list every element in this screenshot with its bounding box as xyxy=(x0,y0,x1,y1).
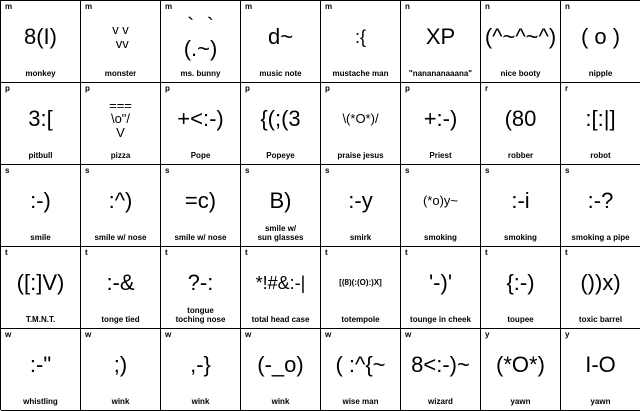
index-letter: p xyxy=(405,84,410,93)
emoticon-label: whistling xyxy=(23,396,58,406)
index-letter: w xyxy=(85,330,92,339)
emoticon-label: wink xyxy=(111,396,130,406)
emoticon-cell xyxy=(321,83,401,165)
emoticon-text: :-" xyxy=(29,352,52,378)
index-letter: w xyxy=(405,330,412,339)
emoticon-label: smoking xyxy=(424,232,457,242)
index-letter: w xyxy=(5,330,12,339)
emoticon-text: I-O xyxy=(585,352,616,378)
index-letter: w xyxy=(165,330,172,339)
emoticon-text: (80 xyxy=(504,106,537,132)
emoticon-text: (-_o) xyxy=(257,352,304,378)
emoticon-cell xyxy=(161,165,241,247)
index-letter: s xyxy=(485,166,490,175)
index-letter: m xyxy=(5,2,13,11)
emoticon-cell xyxy=(241,83,321,165)
emoticon-label: praise jesus xyxy=(337,150,384,160)
emoticon-text: :{ xyxy=(354,26,366,47)
index-letter: p xyxy=(165,84,170,93)
emoticon-text: ` ` (.~) xyxy=(183,12,218,61)
index-letter: n xyxy=(565,2,570,11)
emoticon-cell xyxy=(561,165,640,247)
emoticon-text: =c) xyxy=(184,188,217,214)
emoticon-text: ,-} xyxy=(190,352,211,378)
emoticon-cell xyxy=(241,247,321,329)
emoticon-label: smirk xyxy=(349,232,372,242)
emoticon-text: ;) xyxy=(113,352,128,378)
emoticon-cell xyxy=(81,83,161,165)
emoticon-text: ())x) xyxy=(580,270,621,296)
emoticon-text: (^~^~^) xyxy=(484,24,557,50)
emoticon-text: +<:-) xyxy=(177,106,224,132)
emoticon-cell xyxy=(321,247,401,329)
emoticon-label: Popeye xyxy=(266,150,295,160)
index-letter: s xyxy=(245,166,250,175)
index-letter: s xyxy=(85,166,90,175)
emoticon-text: :-y xyxy=(348,188,373,214)
index-letter: t xyxy=(485,248,488,257)
emoticon-text: XP xyxy=(425,24,456,50)
emoticon-label: monkey xyxy=(25,68,56,78)
emoticon-cell xyxy=(161,329,241,411)
emoticon-label: music note xyxy=(259,68,302,78)
emoticon-cell xyxy=(401,247,481,329)
emoticon-cell xyxy=(561,1,640,83)
emoticon-cell xyxy=(1,329,81,411)
emoticon-cell xyxy=(401,165,481,247)
emoticon-cell xyxy=(561,247,640,329)
emoticon-label: Pope xyxy=(190,150,211,160)
emoticon-label: T.M.N.T. xyxy=(25,314,56,324)
emoticon-text: 8(I) xyxy=(24,24,57,50)
emoticon-text: B) xyxy=(269,188,292,214)
emoticon-label: wizard xyxy=(428,396,453,406)
emoticon-text: === \o"/ V xyxy=(109,97,132,140)
emoticon-text: ?-: xyxy=(187,270,214,296)
index-letter: t xyxy=(245,248,248,257)
emoticon-label: nipple xyxy=(588,68,613,78)
emoticon-text: ([:]V) xyxy=(16,270,65,296)
emoticon-cell xyxy=(81,165,161,247)
emoticon-text: (*O*) xyxy=(496,352,545,378)
emoticon-text: :-? xyxy=(587,188,614,214)
emoticon-text: \(*O*)/ xyxy=(342,111,379,127)
index-letter: s xyxy=(565,166,570,175)
index-letter: r xyxy=(485,84,489,93)
emoticon-cell xyxy=(81,1,161,83)
emoticon-label: pitbull xyxy=(28,150,53,160)
emoticon-text: v v vv xyxy=(112,22,129,51)
emoticon-text: 8<:-)~ xyxy=(411,352,470,378)
emoticon-cell xyxy=(401,1,481,83)
emoticon-label: smile w/ sun glasses xyxy=(257,224,304,242)
emoticon-cell xyxy=(321,165,401,247)
emoticon-cell xyxy=(321,329,401,411)
index-letter: t xyxy=(565,248,568,257)
emoticon-label: "nanananaaana" xyxy=(408,68,473,78)
emoticon-label: mustache man xyxy=(332,68,389,78)
emoticon-label: totempole xyxy=(341,314,380,324)
emoticon-text: {:-) xyxy=(506,270,535,296)
emoticon-cell xyxy=(241,329,321,411)
index-letter: t xyxy=(325,248,328,257)
emoticon-label: robot xyxy=(590,150,611,160)
emoticon-label: tongue toching nose xyxy=(175,306,226,324)
emoticon-cell xyxy=(481,83,561,165)
emoticon-text: {(;(3 xyxy=(260,106,301,132)
index-letter: t xyxy=(405,248,408,257)
emoticon-cell xyxy=(321,1,401,83)
emoticon-label: tounge in cheek xyxy=(410,314,471,324)
emoticon-cell xyxy=(1,247,81,329)
emoticon-label: toupee xyxy=(507,314,534,324)
emoticon-text: ( :^{~ xyxy=(335,352,386,378)
emoticon-text: :^) xyxy=(108,188,133,214)
emoticon-cell xyxy=(1,83,81,165)
index-letter: s xyxy=(325,166,330,175)
index-letter: t xyxy=(165,248,168,257)
emoticon-text: :-i xyxy=(511,188,530,214)
emoticon-label: nice booty xyxy=(500,68,541,78)
emoticon-text: :-) xyxy=(30,188,51,214)
emoticon-cell xyxy=(1,1,81,83)
index-letter: y xyxy=(485,330,490,339)
emoticon-cell xyxy=(81,329,161,411)
index-letter: n xyxy=(405,2,410,11)
emoticon-cell xyxy=(561,83,640,165)
emoticon-cell xyxy=(481,165,561,247)
emoticon-label: smoking xyxy=(504,232,537,242)
emoticon-text: (*o)y~ xyxy=(422,193,459,209)
emoticon-label: Priest xyxy=(429,150,452,160)
index-letter: s xyxy=(165,166,170,175)
emoticon-text: *!#&:-| xyxy=(255,272,306,293)
emoticon-label: yawn xyxy=(510,396,531,406)
emoticon-label: smile w/ nose xyxy=(174,232,227,242)
emoticon-text: '-)' xyxy=(428,270,453,296)
emoticon-label: wink xyxy=(271,396,290,406)
emoticon-cell xyxy=(161,83,241,165)
emoticon-text: +:-) xyxy=(423,106,458,132)
emoticon-label: smoking a pipe xyxy=(571,232,630,242)
emoticon-text: ( o ) xyxy=(580,24,621,50)
emoticon-cell xyxy=(1,165,81,247)
index-letter: s xyxy=(405,166,410,175)
emoticon-label: smile w/ nose xyxy=(94,232,147,242)
index-letter: w xyxy=(325,330,332,339)
emoticon-label: ms. bunny xyxy=(180,68,221,78)
emoticon-text: :[:|] xyxy=(585,106,616,132)
emoticon-cell xyxy=(161,247,241,329)
emoticon-cell xyxy=(561,329,640,411)
emoticon-cell xyxy=(161,1,241,83)
emoticon-text: :-& xyxy=(106,270,135,296)
emoticon-text: [(8)(:(O):)X] xyxy=(339,277,382,287)
index-letter: y xyxy=(565,330,570,339)
emoticon-label: total head case xyxy=(251,314,310,324)
emoticon-cell xyxy=(481,329,561,411)
index-letter: m xyxy=(245,2,253,11)
emoticon-label: yawn xyxy=(590,396,611,406)
index-letter: p xyxy=(245,84,250,93)
emoticon-text: d~ xyxy=(267,24,294,50)
index-letter: m xyxy=(85,2,93,11)
index-letter: s xyxy=(5,166,10,175)
emoticon-text: 3:[ xyxy=(28,106,53,132)
emoticon-cell xyxy=(481,1,561,83)
emoticon-cell xyxy=(241,1,321,83)
emoticon-cell xyxy=(401,329,481,411)
index-letter: n xyxy=(485,2,490,11)
emoticon-label: robber xyxy=(507,150,534,160)
index-letter: t xyxy=(85,248,88,257)
emoticon-cell xyxy=(481,247,561,329)
emoticon-label: toxic barrel xyxy=(578,314,623,324)
index-letter: m xyxy=(325,2,333,11)
emoticon-label: tonge tied xyxy=(101,314,140,324)
emoticon-label: monster xyxy=(104,68,137,78)
index-letter: p xyxy=(325,84,330,93)
index-letter: w xyxy=(245,330,252,339)
emoticon-label: smile xyxy=(30,232,51,242)
index-letter: p xyxy=(5,84,10,93)
index-letter: m xyxy=(165,2,173,11)
emoticon-cell xyxy=(401,83,481,165)
index-letter: t xyxy=(5,248,8,257)
emoticon-label: pizza xyxy=(110,150,131,160)
emoticon-cell xyxy=(81,247,161,329)
index-letter: p xyxy=(85,84,90,93)
emoticon-cell xyxy=(241,165,321,247)
emoticon-label: wink xyxy=(191,396,210,406)
emoticon-label: wise man xyxy=(342,396,379,406)
index-letter: r xyxy=(565,84,569,93)
